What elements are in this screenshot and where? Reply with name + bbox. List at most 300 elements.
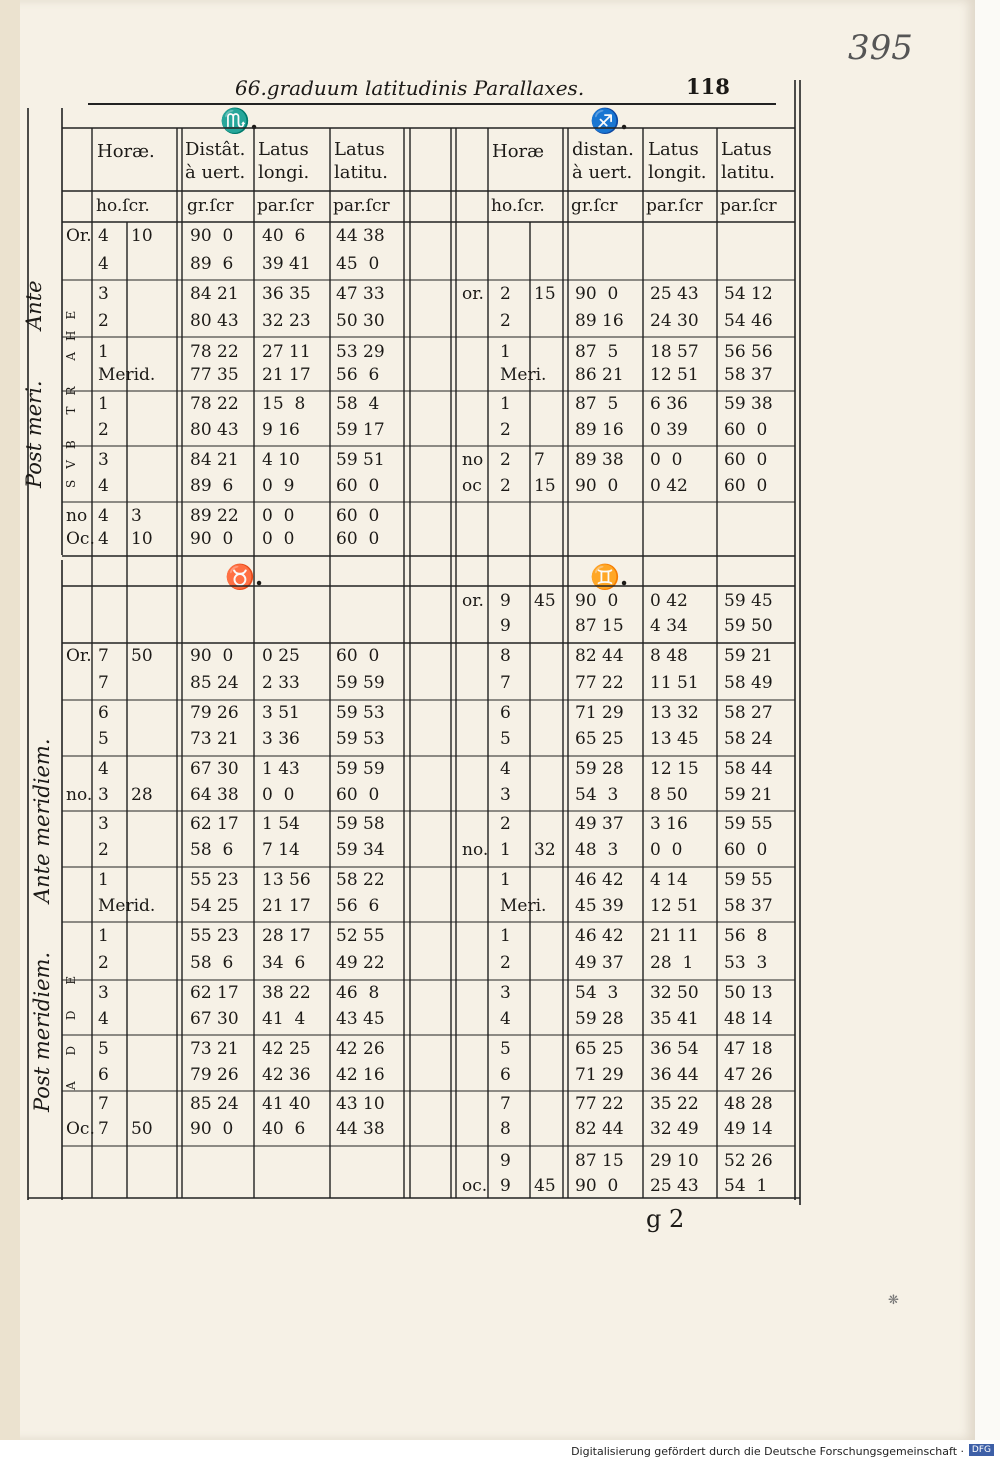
table-cell-rd: 54 3 bbox=[575, 983, 619, 1003]
a-uert-label: à uert. bbox=[185, 162, 246, 183]
table-cell-rlo: 13 32 bbox=[650, 703, 699, 723]
table-cell-lo: 9 16 bbox=[262, 420, 300, 440]
table-cell-rd: 77 22 bbox=[575, 673, 624, 693]
handwritten-folio-number: 395 bbox=[848, 28, 913, 68]
table-cell-rh: 2 bbox=[500, 311, 511, 331]
table-cell-rla: 48 14 bbox=[724, 1009, 773, 1029]
table-cell-rla: 54 1 bbox=[724, 1176, 768, 1196]
table-cell-lo: 40 6 bbox=[262, 1119, 306, 1139]
table-cell-h: 1 bbox=[98, 394, 109, 414]
table-cell-d: 79 26 bbox=[190, 703, 239, 723]
table-cell-rlo: 12 15 bbox=[650, 759, 699, 779]
table-cell-la: 60 0 bbox=[336, 785, 380, 805]
table-cell-h: 4 bbox=[98, 226, 109, 246]
table-cell-d: 73 21 bbox=[190, 729, 239, 749]
footer-text: Digitalisierung gefördert durch die Deutsche Forschungsgemeinschaft · bbox=[571, 1445, 964, 1458]
table-cell-rh: 8 bbox=[500, 1119, 511, 1139]
table-cell-rlo: 4 34 bbox=[650, 616, 688, 636]
table-cell-lo: 1 54 bbox=[262, 814, 300, 834]
table-cell-rh: 9 bbox=[500, 591, 511, 611]
table-cell-rlo: 24 30 bbox=[650, 311, 699, 331]
table-cell-s: 50 bbox=[131, 1119, 153, 1139]
table-cell-lo: 0 0 bbox=[262, 506, 295, 526]
table-cell-la: 46 8 bbox=[336, 983, 380, 1003]
table-cell-rla: 48 28 bbox=[724, 1094, 773, 1114]
table-cell-d: 85 24 bbox=[190, 673, 239, 693]
table-cell-lo: 42 36 bbox=[262, 1065, 311, 1085]
distat-label: Distât. bbox=[185, 139, 246, 160]
table-cell-rlo: 3 16 bbox=[650, 814, 688, 834]
col-header-latus-latitu-right bbox=[721, 138, 775, 184]
table-cell-lo: 3 51 bbox=[262, 703, 300, 723]
table-cell-lo: 28 17 bbox=[262, 926, 311, 946]
col-header-horae-right: Horæ bbox=[492, 141, 545, 162]
table-cell-h: Merid. bbox=[98, 365, 156, 385]
table-cell-rla: 59 21 bbox=[724, 646, 773, 666]
table-cell-rd: 90 0 bbox=[575, 1176, 619, 1196]
table-cell-rla: 54 46 bbox=[724, 311, 773, 331]
table-cell-la: 52 55 bbox=[336, 926, 385, 946]
table-cell-rh: 2 bbox=[500, 420, 511, 440]
table-cell-la: 49 22 bbox=[336, 953, 385, 973]
table-cell-la: 59 59 bbox=[336, 673, 385, 693]
table-cell-rla: 56 8 bbox=[724, 926, 768, 946]
table-cell-lo: 41 40 bbox=[262, 1094, 311, 1114]
table-cell-rh: 9 bbox=[500, 616, 511, 636]
units-hours: ho.ſcr. bbox=[96, 196, 150, 216]
table-cell-rh: 8 bbox=[500, 646, 511, 666]
table-cell-h: 5 bbox=[98, 729, 109, 749]
table-cell-d: 79 26 bbox=[190, 1065, 239, 1085]
table-cell-lo: 41 4 bbox=[262, 1009, 306, 1029]
table-cell-rla: 49 14 bbox=[724, 1119, 773, 1139]
table-cell-d: 62 17 bbox=[190, 814, 239, 834]
table-cell-d: 89 6 bbox=[190, 476, 234, 496]
col-header-latus-longit-right bbox=[648, 138, 706, 184]
latus-label: Latus bbox=[258, 139, 309, 160]
table-cell-h: 3 bbox=[98, 983, 109, 1003]
table-cell-la: 42 26 bbox=[336, 1039, 385, 1059]
table-cell-rlo: 0 39 bbox=[650, 420, 688, 440]
table-cell-s: 10 bbox=[131, 226, 153, 246]
table-cell-rlo: 36 44 bbox=[650, 1065, 699, 1085]
table-cell-lo: 40 6 bbox=[262, 226, 306, 246]
table-cell-lo: 0 25 bbox=[262, 646, 300, 666]
table-cell-rd: 46 42 bbox=[575, 870, 624, 890]
table-cell-la: 60 0 bbox=[336, 476, 380, 496]
table-cell-rd: 89 16 bbox=[575, 420, 624, 440]
table-cell-rh: 1 bbox=[500, 342, 511, 362]
dfg-logo: DFG bbox=[969, 1444, 994, 1456]
col-header-distan-right bbox=[572, 138, 634, 184]
table-cell-rd: 71 29 bbox=[575, 703, 624, 723]
table-cell-rla: 52 26 bbox=[724, 1151, 773, 1171]
table-cell-la: 45 0 bbox=[336, 254, 380, 274]
table-cell-rd: 90 0 bbox=[575, 591, 619, 611]
table-cell-rla: 58 37 bbox=[724, 365, 773, 385]
table-cell-lo: 36 35 bbox=[262, 284, 311, 304]
table-cell-rla: 56 56 bbox=[724, 342, 773, 362]
table-cell-d: 78 22 bbox=[190, 394, 239, 414]
latitu-label: latitu. bbox=[721, 162, 776, 183]
table-cell-rh: Meri. bbox=[500, 365, 547, 385]
table-cell-lo: 3 36 bbox=[262, 729, 300, 749]
table-cell-rlo: 6 36 bbox=[650, 394, 688, 414]
table-cell-d: 67 30 bbox=[190, 1009, 239, 1029]
table-cell-rs: 7 bbox=[534, 450, 545, 470]
table-cell-rd: 54 3 bbox=[575, 785, 619, 805]
table-cell-d: 90 0 bbox=[190, 1119, 234, 1139]
table-cell-rlo: 21 11 bbox=[650, 926, 699, 946]
table-cell-lo: 27 11 bbox=[262, 342, 311, 362]
table-cell-d: 89 22 bbox=[190, 506, 239, 526]
table-cell-rlab: or. bbox=[462, 591, 484, 611]
table-cell-rla: 58 44 bbox=[724, 759, 773, 779]
table-cell-rh: Meri. bbox=[500, 896, 547, 916]
table-cell-rh: 2 bbox=[500, 814, 511, 834]
table-cell-h: 4 bbox=[98, 506, 109, 526]
table-cell-la: 60 0 bbox=[336, 506, 380, 526]
table-cell-d: 90 0 bbox=[190, 226, 234, 246]
table-cell-d: 78 22 bbox=[190, 342, 239, 362]
table-cell-d: 73 21 bbox=[190, 1039, 239, 1059]
table-cell-rla: 47 18 bbox=[724, 1039, 773, 1059]
table-cell-d: 58 6 bbox=[190, 953, 234, 973]
longi-label: longi. bbox=[258, 162, 310, 183]
table-cell-rla: 47 26 bbox=[724, 1065, 773, 1085]
table-cell-rla: 59 55 bbox=[724, 870, 773, 890]
table-cell-h: 2 bbox=[98, 420, 109, 440]
sign-taurus: ♉. bbox=[225, 562, 264, 591]
table-cell-lo: 2 33 bbox=[262, 673, 300, 693]
table-cell-rlab: no. bbox=[462, 840, 489, 860]
table-cell-rh: 9 bbox=[500, 1151, 511, 1171]
side-label-hora-bottom: A D D E bbox=[64, 964, 78, 1090]
table-cell-rla: 59 55 bbox=[724, 814, 773, 834]
table-cell-rh: 1 bbox=[500, 840, 511, 860]
table-cell-h: 2 bbox=[98, 953, 109, 973]
table-cell-rla: 58 24 bbox=[724, 729, 773, 749]
signature-mark: g 2 bbox=[646, 1205, 685, 1233]
table-cell-h: 7 bbox=[98, 1094, 109, 1114]
table-cell-rla: 59 38 bbox=[724, 394, 773, 414]
table-cell-rlo: 4 14 bbox=[650, 870, 688, 890]
table-cell-rh: 3 bbox=[500, 785, 511, 805]
table-cell-h: Merid. bbox=[98, 896, 156, 916]
table-cell-rlo: 12 51 bbox=[650, 896, 699, 916]
table-cell-d: 55 23 bbox=[190, 926, 239, 946]
table-cell-h: 1 bbox=[98, 870, 109, 890]
running-head: 66.graduum latitudinis Parallaxes. bbox=[235, 76, 585, 100]
distan-label: distan. bbox=[572, 139, 634, 160]
table-cell-lo: 38 22 bbox=[262, 983, 311, 1003]
table-cell-h: 2 bbox=[98, 840, 109, 860]
table-cell-d: 85 24 bbox=[190, 1094, 239, 1114]
table-cell-h: 3 bbox=[98, 814, 109, 834]
table-cell-h: 4 bbox=[98, 476, 109, 496]
table-cell-la: 50 30 bbox=[336, 311, 385, 331]
table-cell-rla: 53 3 bbox=[724, 953, 768, 973]
table-cell-lo: 13 56 bbox=[262, 870, 311, 890]
table-cell-d: 80 43 bbox=[190, 311, 239, 331]
table-cell-lab: no. bbox=[66, 785, 93, 805]
table-cell-h: 4 bbox=[98, 759, 109, 779]
table-cell-lab: Or. bbox=[66, 646, 92, 666]
sign-sagittarius: ♐. bbox=[590, 106, 629, 135]
table-cell-rlo: 32 50 bbox=[650, 983, 699, 1003]
table-cell-lab: Oc. bbox=[66, 1119, 95, 1139]
units-parts-right: par.ſcr bbox=[720, 196, 777, 216]
table-cell-d: 89 6 bbox=[190, 254, 234, 274]
table-cell-la: 56 6 bbox=[336, 365, 380, 385]
latus-label: Latus bbox=[648, 139, 699, 160]
table-cell-rla: 60 0 bbox=[724, 450, 768, 470]
table-cell-h: 7 bbox=[98, 673, 109, 693]
sign-gemini: ♊. bbox=[590, 562, 629, 591]
table-cell-la: 56 6 bbox=[336, 896, 380, 916]
table-cell-rd: 82 44 bbox=[575, 646, 624, 666]
table-cell-rlo: 13 45 bbox=[650, 729, 699, 749]
table-cell-la: 59 53 bbox=[336, 729, 385, 749]
table-cell-d: 58 6 bbox=[190, 840, 234, 860]
table-cell-s: 10 bbox=[131, 529, 153, 549]
table-cell-rh: 1 bbox=[500, 394, 511, 414]
table-cell-la: 59 53 bbox=[336, 703, 385, 723]
table-cell-rd: 87 15 bbox=[575, 1151, 624, 1171]
table-cell-rlo: 0 0 bbox=[650, 840, 683, 860]
table-cell-rlab: oc bbox=[462, 476, 482, 496]
table-cell-la: 59 59 bbox=[336, 759, 385, 779]
table-cell-rd: 45 39 bbox=[575, 896, 624, 916]
latitu-label: latitu. bbox=[334, 162, 389, 183]
table-cell-rd: 90 0 bbox=[575, 284, 619, 304]
table-cell-la: 44 38 bbox=[336, 1119, 385, 1139]
table-cell-d: 90 0 bbox=[190, 529, 234, 549]
table-cell-rh: 7 bbox=[500, 673, 511, 693]
units-parts-right: par.ſcr bbox=[646, 196, 703, 216]
table-cell-lo: 0 9 bbox=[262, 476, 295, 496]
table-cell-rd: 87 5 bbox=[575, 342, 619, 362]
table-cell-rs: 45 bbox=[534, 1176, 556, 1196]
table-cell-rd: 82 44 bbox=[575, 1119, 624, 1139]
table-cell-lo: 34 6 bbox=[262, 953, 306, 973]
table-cell-rlo: 8 50 bbox=[650, 785, 688, 805]
table-cell-la: 60 0 bbox=[336, 529, 380, 549]
table-cell-rla: 59 50 bbox=[724, 616, 773, 636]
table-cell-lo: 0 0 bbox=[262, 785, 295, 805]
table-cell-rh: 2 bbox=[500, 476, 511, 496]
table-cell-rh: 4 bbox=[500, 1009, 511, 1029]
sign-scorpio: ♏. bbox=[220, 106, 259, 135]
table-cell-rlo: 11 51 bbox=[650, 673, 699, 693]
table-cell-s: 50 bbox=[131, 646, 153, 666]
table-cell-rh: 4 bbox=[500, 759, 511, 779]
table-cell-la: 42 16 bbox=[336, 1065, 385, 1085]
side-label-post-meri: Post meri. bbox=[22, 380, 46, 488]
table-cell-rh: 6 bbox=[500, 1065, 511, 1085]
table-cell-la: 59 51 bbox=[336, 450, 385, 470]
table-cell-rd: 90 0 bbox=[575, 476, 619, 496]
table-cell-la: 43 45 bbox=[336, 1009, 385, 1029]
table-cell-lo: 21 17 bbox=[262, 896, 311, 916]
table-cell-rd: 48 3 bbox=[575, 840, 619, 860]
table-cell-rh: 1 bbox=[500, 870, 511, 890]
table-cell-la: 58 4 bbox=[336, 394, 380, 414]
table-cell-rd: 46 42 bbox=[575, 926, 624, 946]
table-cell-rs: 15 bbox=[534, 476, 556, 496]
table-cell-lo: 15 8 bbox=[262, 394, 306, 414]
units-degrees-right: gr.ſcr bbox=[571, 196, 618, 216]
table-cell-rd: 77 22 bbox=[575, 1094, 624, 1114]
latus-label: Latus bbox=[721, 139, 772, 160]
table-cell-h: 7 bbox=[98, 646, 109, 666]
table-cell-s: 28 bbox=[131, 785, 153, 805]
units-hours-right: ho.ſcr. bbox=[491, 196, 545, 216]
table-cell-h: 4 bbox=[98, 1009, 109, 1029]
table-cell-d: 67 30 bbox=[190, 759, 239, 779]
table-cell-rlo: 29 10 bbox=[650, 1151, 699, 1171]
table-cell-h: 4 bbox=[98, 529, 109, 549]
table-cell-rla: 59 45 bbox=[724, 591, 773, 611]
table-cell-s: 3 bbox=[131, 506, 142, 526]
table-cell-rla: 59 21 bbox=[724, 785, 773, 805]
table-cell-d: 54 25 bbox=[190, 896, 239, 916]
table-cell-lab: Or. bbox=[66, 226, 92, 246]
table-cell-h: 5 bbox=[98, 1039, 109, 1059]
table-cell-h: 3 bbox=[98, 284, 109, 304]
table-cell-d: 90 0 bbox=[190, 646, 234, 666]
table-cell-rla: 58 37 bbox=[724, 896, 773, 916]
table-cell-rla: 60 0 bbox=[724, 420, 768, 440]
table-cell-rlab: or. bbox=[462, 284, 484, 304]
table-cell-rlab: no bbox=[462, 450, 484, 470]
table-cell-d: 62 17 bbox=[190, 983, 239, 1003]
footer-bar bbox=[0, 1440, 1000, 1463]
col-header-latus-longi bbox=[258, 138, 309, 184]
table-cell-rla: 58 27 bbox=[724, 703, 773, 723]
table-cell-rh: 2 bbox=[500, 953, 511, 973]
table-cell-h: 1 bbox=[98, 926, 109, 946]
table-cell-h: 1 bbox=[98, 342, 109, 362]
table-cell-la: 53 29 bbox=[336, 342, 385, 362]
table-cell-rlo: 0 42 bbox=[650, 476, 688, 496]
table-cell-rh: 7 bbox=[500, 1094, 511, 1114]
table-cell-rla: 50 13 bbox=[724, 983, 773, 1003]
table-cell-la: 44 38 bbox=[336, 226, 385, 246]
table-cell-d: 84 21 bbox=[190, 284, 239, 304]
side-label-ante-meridiem: Ante meridiem. bbox=[30, 738, 54, 903]
table-cell-rd: 49 37 bbox=[575, 953, 624, 973]
table-cell-rh: 5 bbox=[500, 729, 511, 749]
side-label-hora-top: SVB TR AHE bbox=[64, 299, 78, 488]
units-degrees: gr.ſcr bbox=[187, 196, 234, 216]
table-cell-rla: 54 12 bbox=[724, 284, 773, 304]
table-cell-la: 60 0 bbox=[336, 646, 380, 666]
side-label-ante: Ante bbox=[22, 280, 46, 330]
table-cell-la: 47 33 bbox=[336, 284, 385, 304]
table-cell-rla: 60 0 bbox=[724, 840, 768, 860]
table-cell-rs: 15 bbox=[534, 284, 556, 304]
table-cell-rs: 45 bbox=[534, 591, 556, 611]
table-cell-rlab: oc. bbox=[462, 1176, 488, 1196]
table-cell-la: 43 10 bbox=[336, 1094, 385, 1114]
table-cell-rla: 60 0 bbox=[724, 476, 768, 496]
table-cell-d: 77 35 bbox=[190, 365, 239, 385]
table-cell-lab: Oc. bbox=[66, 529, 95, 549]
table-cell-h: 6 bbox=[98, 703, 109, 723]
table-cell-rd: 65 25 bbox=[575, 1039, 624, 1059]
table-cell-rlo: 0 0 bbox=[650, 450, 683, 470]
table-cell-lo: 0 0 bbox=[262, 529, 295, 549]
table-cell-h: 6 bbox=[98, 1065, 109, 1085]
table-cell-d: 80 43 bbox=[190, 420, 239, 440]
table-cell-rd: 89 16 bbox=[575, 311, 624, 331]
side-label-post-meridiem: Post meridiem. bbox=[30, 951, 54, 1112]
table-cell-rlo: 12 51 bbox=[650, 365, 699, 385]
table-cell-h: 7 bbox=[98, 1119, 109, 1139]
table-cell-rd: 87 5 bbox=[575, 394, 619, 414]
table-cell-rd: 86 21 bbox=[575, 365, 624, 385]
table-cell-lo: 39 41 bbox=[262, 254, 311, 274]
table-cell-h: 4 bbox=[98, 254, 109, 274]
table-cell-rh: 1 bbox=[500, 926, 511, 946]
table-cell-rlo: 18 57 bbox=[650, 342, 699, 362]
table-cell-rh: 5 bbox=[500, 1039, 511, 1059]
table-cell-la: 59 17 bbox=[336, 420, 385, 440]
table-cell-rh: 9 bbox=[500, 1176, 511, 1196]
table-cell-d: 55 23 bbox=[190, 870, 239, 890]
latus-label: Latus bbox=[334, 139, 385, 160]
table-cell-d: 84 21 bbox=[190, 450, 239, 470]
table-cell-la: 58 22 bbox=[336, 870, 385, 890]
table-cell-d: 64 38 bbox=[190, 785, 239, 805]
table-cell-lo: 42 25 bbox=[262, 1039, 311, 1059]
table-cell-lab: no bbox=[66, 506, 88, 526]
table-cell-rlo: 0 42 bbox=[650, 591, 688, 611]
table-cell-rlo: 25 43 bbox=[650, 1176, 699, 1196]
units-parts: par.ſcr bbox=[333, 196, 390, 216]
table-cell-rla: 58 49 bbox=[724, 673, 773, 693]
table-cell-lo: 7 14 bbox=[262, 840, 300, 860]
table-cell-rs: 32 bbox=[534, 840, 556, 860]
col-header-latus-latitu bbox=[334, 138, 388, 184]
table-cell-rh: 3 bbox=[500, 983, 511, 1003]
col-header-distat bbox=[185, 138, 245, 184]
longit-label: longit. bbox=[648, 162, 707, 183]
table-cell-h: 3 bbox=[98, 785, 109, 805]
table-cell-rd: 87 15 bbox=[575, 616, 624, 636]
table-cell-h: 3 bbox=[98, 450, 109, 470]
table-cell-lo: 4 10 bbox=[262, 450, 300, 470]
table-cell-rh: 2 bbox=[500, 450, 511, 470]
table-cell-rd: 89 38 bbox=[575, 450, 624, 470]
table-cell-rlo: 36 54 bbox=[650, 1039, 699, 1059]
paper-speck: ❋ bbox=[888, 1293, 899, 1308]
table-cell-rd: 59 28 bbox=[575, 759, 624, 779]
table-cell-rh: 2 bbox=[500, 284, 511, 304]
table-cell-rd: 49 37 bbox=[575, 814, 624, 834]
a-uert-label: à uert. bbox=[572, 162, 633, 183]
table-cell-rlo: 35 22 bbox=[650, 1094, 699, 1114]
table-cell-rlo: 8 48 bbox=[650, 646, 688, 666]
table-cell-la: 59 34 bbox=[336, 840, 385, 860]
table-cell-rh: 6 bbox=[500, 703, 511, 723]
table-cell-rlo: 28 1 bbox=[650, 953, 694, 973]
table-cell-h: 2 bbox=[98, 311, 109, 331]
table-cell-rlo: 35 41 bbox=[650, 1009, 699, 1029]
table-cell-lo: 21 17 bbox=[262, 365, 311, 385]
page-number: 118 bbox=[686, 74, 730, 99]
